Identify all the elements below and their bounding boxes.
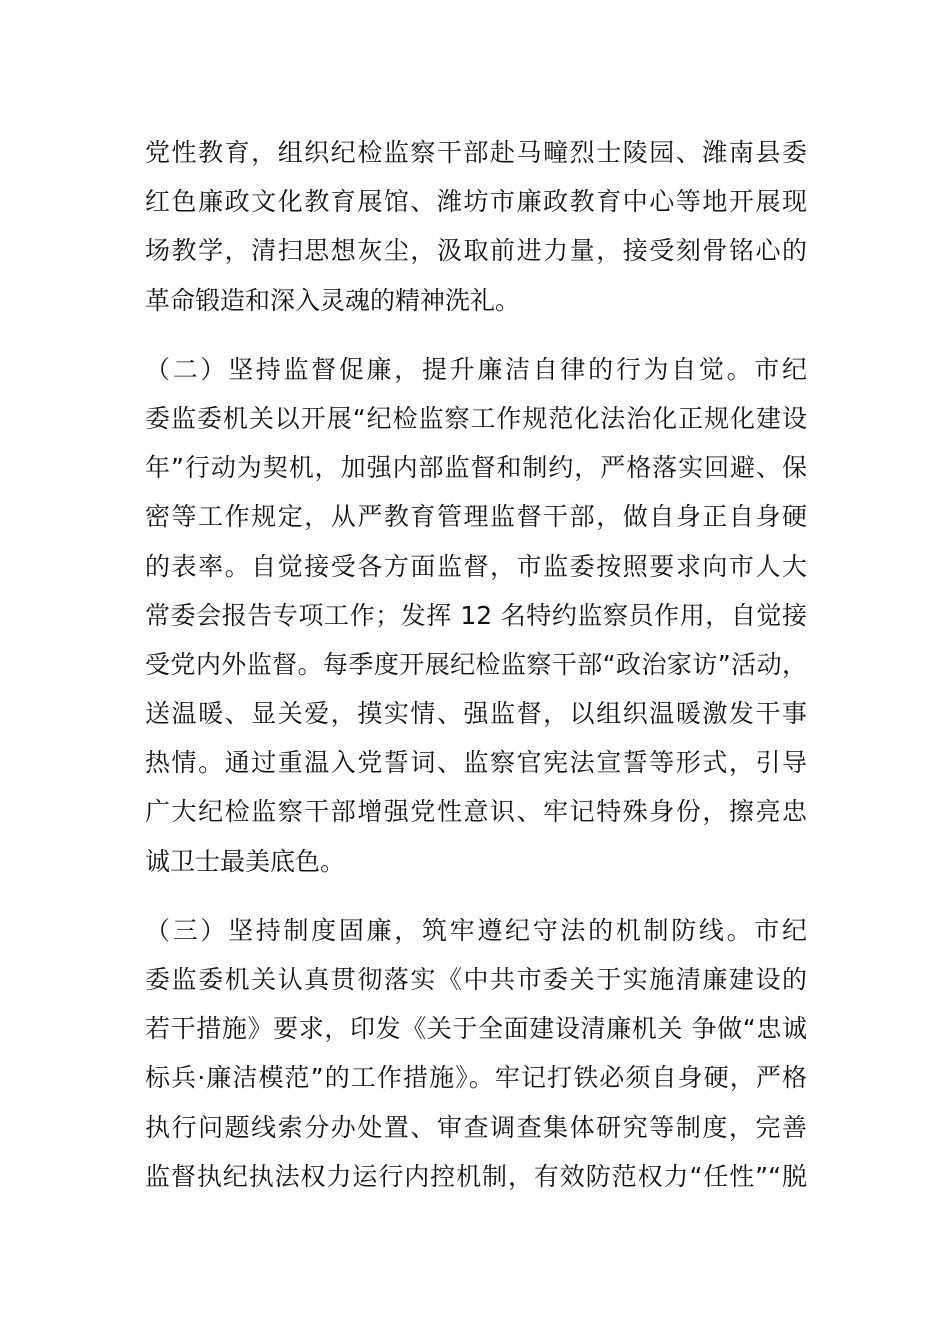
text-line: （二）坚持监督促廉，提升廉洁自律的行为自觉。市纪 bbox=[145, 354, 807, 384]
text-line: 常委会报告专项工作；发挥 12 名特约监察员作用，自觉接 bbox=[145, 600, 807, 630]
text-line: 广大纪检监察干部增强党性意识、牢记特殊身份，擦亮忠 bbox=[145, 797, 807, 827]
text-line: 委监委机关以开展“纪检监察工作规范化法治化正规化建设 bbox=[145, 403, 807, 433]
text-line: 红色廉政文化教育展馆、潍坊市廉政教育中心等地开展现 bbox=[145, 187, 807, 217]
text-line: 受党内外监督。每季度开展纪检监察干部“政治家访”活动， bbox=[145, 649, 807, 679]
text-line: 送温暖、显关爱，摸实情、强监督，以组织温暖激发干事 bbox=[145, 699, 807, 729]
text-line: 密等工作规定，从严教育管理监督干部，做自身正自身硬 bbox=[145, 502, 807, 532]
text-line: 场教学，清扫思想灰尘，汲取前进力量，接受刻骨铭心的 bbox=[145, 236, 807, 266]
text-line: 若干措施》要求，印发《关于全面建设清廉机关 争做“忠诚 bbox=[145, 1014, 807, 1044]
paragraph-2 bbox=[145, 345, 807, 886]
document-body bbox=[145, 128, 807, 1201]
text-line: 诚卫士最美底色。 bbox=[145, 846, 346, 876]
paragraph-1 bbox=[145, 128, 807, 325]
text-line: 委监委机关认真贯彻落实《中共市委关于实施清廉建设的 bbox=[145, 965, 807, 994]
paragraph-spacer bbox=[145, 886, 807, 906]
text-line: 的表率。自觉接受各方面监督，市监委按照要求向市人大 bbox=[145, 551, 807, 581]
text-line: （三）坚持制度固廉，筑牢遵纪守法的机制防线。市纪 bbox=[145, 915, 807, 945]
paragraph-3 bbox=[145, 906, 807, 1201]
text-line: 热情。通过重温入党誓词、监察官宪法宣誓等形式，引导 bbox=[145, 748, 807, 778]
text-line: 执行问题线索分办处置、审查调查集体研究等制度，完善 bbox=[145, 1112, 807, 1142]
text-line: 监督执纪执法权力运行内控机制，有效防范权力“任性”“脱 bbox=[145, 1161, 807, 1191]
text-line: 年”行动为契机，加强内部监督和制约，严格落实回避、保 bbox=[145, 453, 807, 483]
text-line: 标兵·廉洁模范”的工作措施》。牢记打铁必须自身硬，严格 bbox=[145, 1063, 807, 1093]
text-line: 革命锻造和深入灵魂的精神洗礼。 bbox=[145, 285, 521, 315]
text-line: 党性教育，组织纪检监察干部赴马疃烈士陵园、潍南县委 bbox=[145, 138, 807, 167]
paragraph-spacer bbox=[145, 325, 807, 345]
